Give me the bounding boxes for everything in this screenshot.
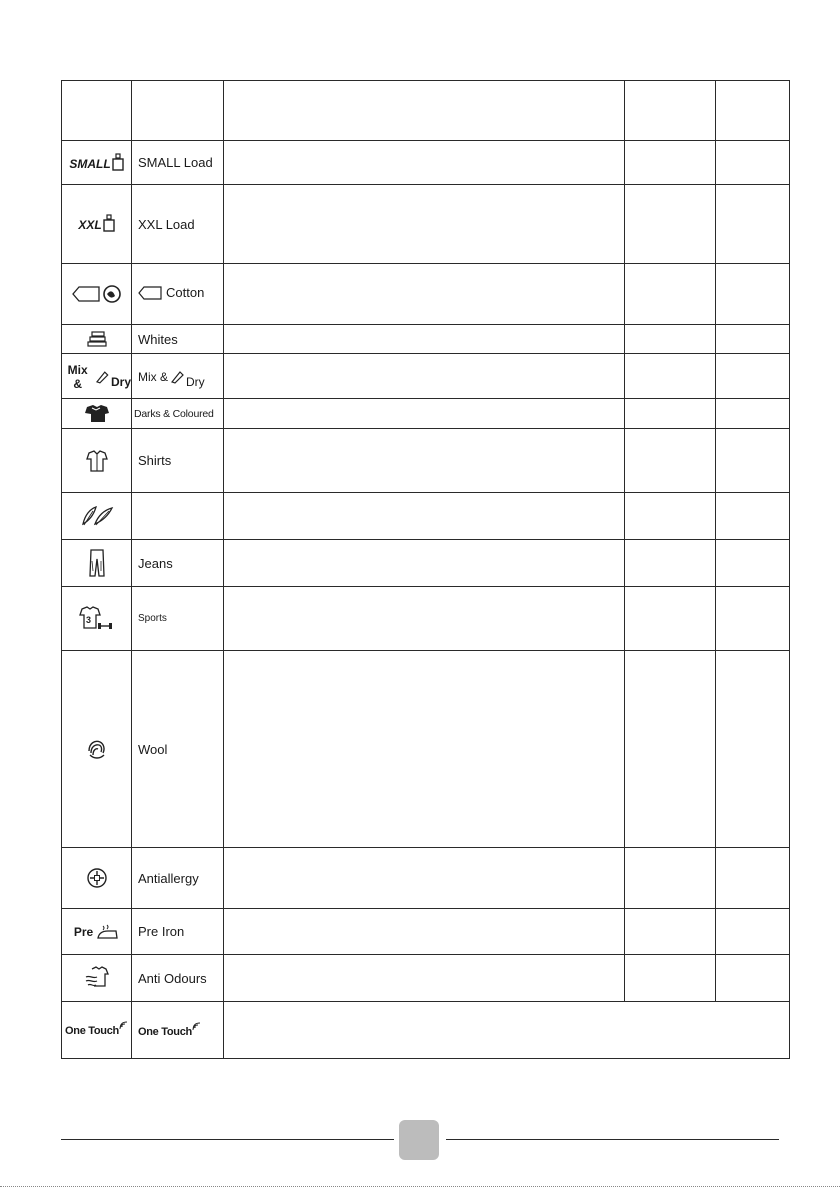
programme-name: Jeans	[132, 540, 224, 587]
programme-name: Shirts	[132, 429, 224, 493]
header-cell-max-load	[625, 81, 716, 141]
programme-name: Mix & Dry	[132, 354, 224, 399]
temperature-cell	[716, 955, 790, 1002]
xxl-load-icon: XXL	[62, 185, 132, 264]
table-row	[62, 540, 790, 587]
temperature-cell	[716, 587, 790, 651]
max-load-cell	[625, 325, 716, 354]
description-cell	[224, 264, 625, 325]
table-row	[62, 429, 790, 493]
description-cell	[224, 399, 625, 429]
description-cell	[224, 848, 625, 909]
table-row	[62, 399, 790, 429]
anti-odours-icon	[62, 955, 132, 1002]
temperature-cell	[716, 354, 790, 399]
programme-name: Darks & Coloured	[132, 399, 224, 429]
header-cell-programme	[132, 81, 224, 141]
description-cell	[224, 1002, 790, 1059]
header-cell-symbol	[62, 81, 132, 141]
sports-icon	[62, 587, 132, 651]
shirts-icon	[62, 429, 132, 493]
max-load-cell	[625, 141, 716, 185]
label-tag-icon	[138, 286, 162, 300]
description-cell	[224, 429, 625, 493]
programme-name: One Touch	[132, 1002, 224, 1059]
table-row	[62, 651, 790, 848]
programme-name: Wool	[132, 651, 224, 848]
description-cell	[224, 354, 625, 399]
table-row	[62, 848, 790, 909]
temperature-cell	[716, 651, 790, 848]
programme-name: Anti Odours	[132, 955, 224, 1002]
description-cell	[224, 955, 625, 1002]
max-load-cell	[625, 185, 716, 264]
temperature-cell	[716, 264, 790, 325]
table-row	[62, 264, 790, 325]
programme-table	[61, 80, 790, 1059]
max-load-cell	[625, 540, 716, 587]
pre-iron-icon: Pre	[62, 909, 132, 955]
small-load-icon: SMALL	[62, 141, 132, 185]
description-cell	[224, 325, 625, 354]
antiallergy-icon	[62, 848, 132, 909]
temperature-cell	[716, 399, 790, 429]
description-cell	[224, 651, 625, 848]
footer-rule-left	[61, 1139, 394, 1140]
programme-name: Cotton	[132, 264, 224, 325]
programme-name: Pre Iron	[132, 909, 224, 955]
programme-name: XXL Load	[132, 185, 224, 264]
mix-dry-icon: Mix & Dry	[62, 354, 132, 399]
table-row	[62, 185, 790, 264]
description-cell	[224, 587, 625, 651]
cotton-icon	[62, 264, 132, 325]
max-load-cell	[625, 955, 716, 1002]
table-row	[62, 587, 790, 651]
max-load-cell	[625, 429, 716, 493]
max-load-cell	[625, 909, 716, 955]
programme-name: Antiallergy	[132, 848, 224, 909]
header-cell-description	[224, 81, 625, 141]
temperature-cell	[716, 540, 790, 587]
max-load-cell	[625, 493, 716, 540]
temperature-cell	[716, 185, 790, 264]
max-load-cell	[625, 651, 716, 848]
page-number-badge	[399, 1120, 439, 1160]
max-load-cell	[625, 848, 716, 909]
darks-coloured-icon	[62, 399, 132, 429]
wool-icon	[62, 651, 132, 848]
table-header-row	[62, 81, 790, 141]
table-row	[62, 325, 790, 354]
temperature-cell	[716, 848, 790, 909]
max-load-cell	[625, 354, 716, 399]
max-load-cell	[625, 399, 716, 429]
header-cell-temperature	[716, 81, 790, 141]
jeans-icon	[62, 540, 132, 587]
table-row	[62, 1002, 790, 1059]
description-cell	[224, 185, 625, 264]
programme-name: SMALL Load	[132, 141, 224, 185]
max-load-cell	[625, 587, 716, 651]
description-cell	[224, 493, 625, 540]
temperature-cell	[716, 493, 790, 540]
temperature-cell	[716, 429, 790, 493]
footer-rule-right	[446, 1139, 779, 1140]
temperature-cell	[716, 141, 790, 185]
description-cell	[224, 909, 625, 955]
temperature-cell	[716, 909, 790, 955]
wireless-icon	[192, 1022, 201, 1031]
one-touch-icon: One Touch	[62, 1002, 132, 1059]
whites-icon	[62, 325, 132, 354]
programme-name: Whites	[132, 325, 224, 354]
table-row	[62, 493, 790, 540]
description-cell	[224, 141, 625, 185]
page-edge-divider	[0, 1186, 840, 1187]
programme-name	[132, 493, 224, 540]
max-load-cell	[625, 264, 716, 325]
temperature-cell	[716, 325, 790, 354]
svg-text:3: 3	[85, 614, 91, 625]
table-row	[62, 141, 790, 185]
table-row	[62, 354, 790, 399]
feather-icon	[62, 493, 132, 540]
table-row	[62, 909, 790, 955]
table-row	[62, 955, 790, 1002]
programme-name: Sports	[132, 587, 224, 651]
description-cell	[224, 540, 625, 587]
